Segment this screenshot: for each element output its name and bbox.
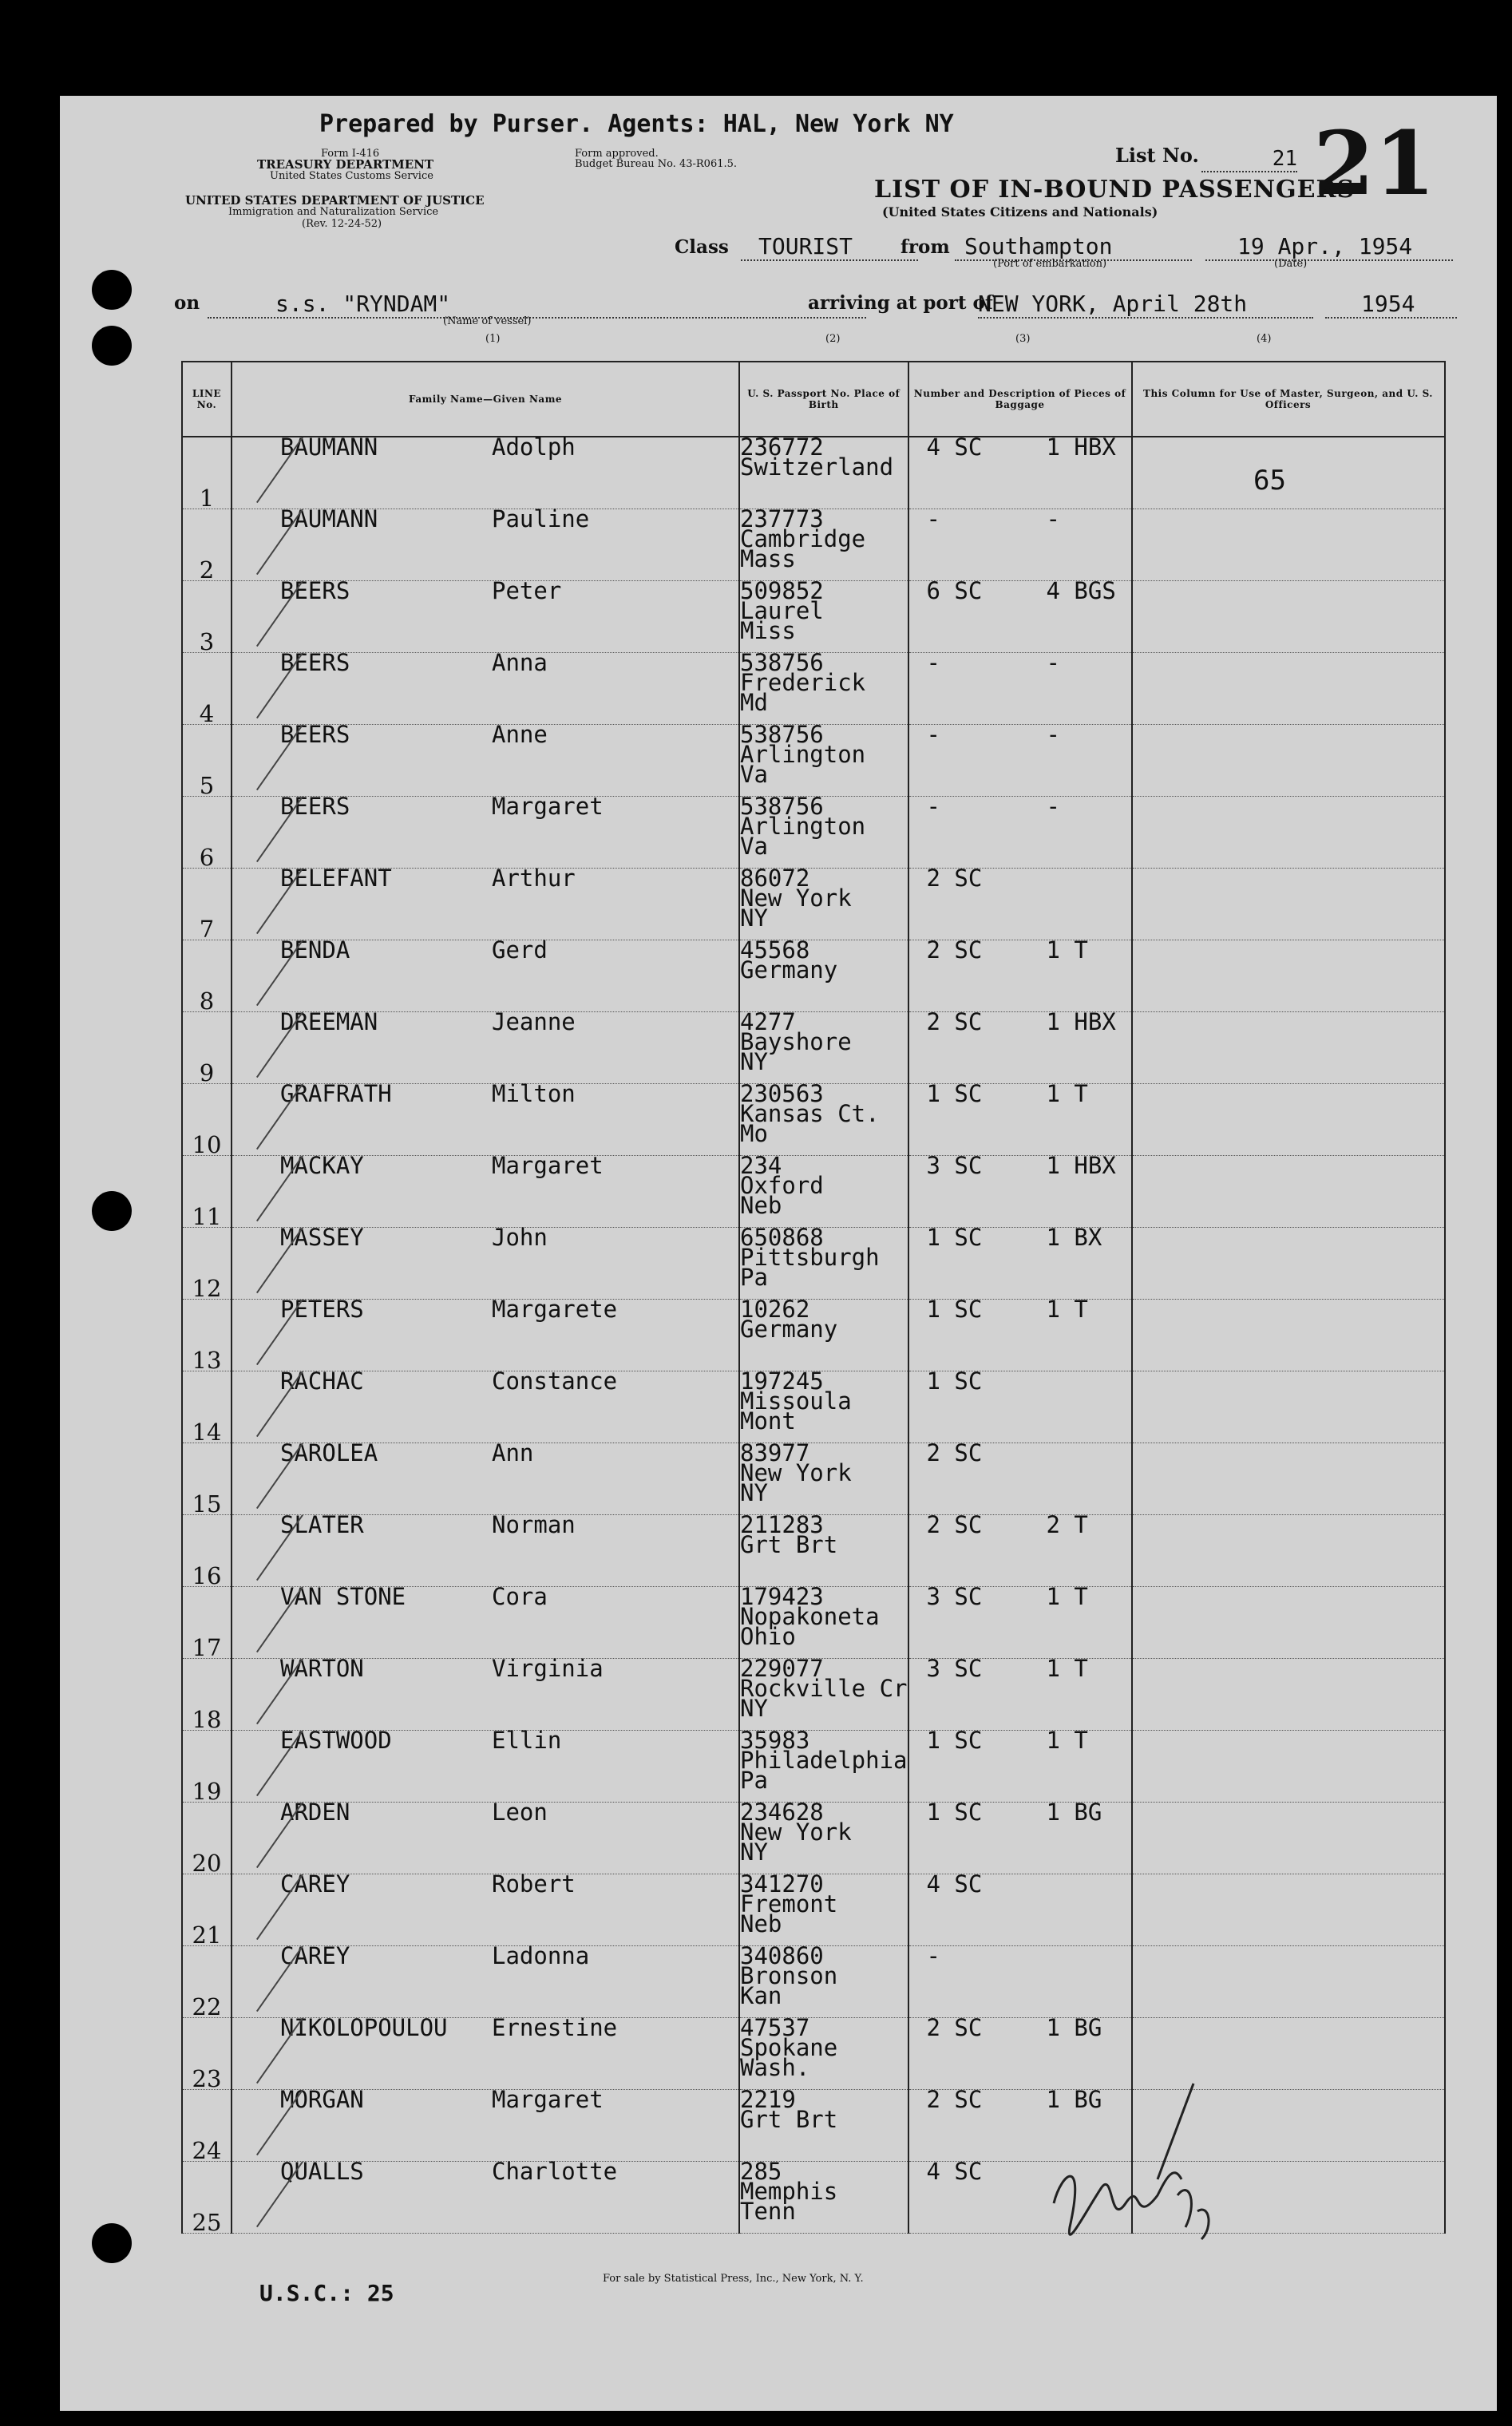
given-name: Ernestine — [492, 2014, 618, 2041]
officers-column — [1132, 1156, 1445, 1228]
passenger-name — [232, 1152, 739, 1228]
given-name: Cora — [492, 1583, 548, 1610]
list-no-label: List No. — [1115, 144, 1199, 167]
passenger-name — [232, 793, 739, 869]
baggage — [908, 1224, 1132, 1300]
officers-column — [1132, 1228, 1445, 1300]
given-name: Adolph — [492, 433, 576, 461]
baggage-other: 1 T — [1046, 1655, 1088, 1682]
baggage-other: 2 T — [1046, 1511, 1088, 1538]
line-number: 10 — [182, 1084, 232, 1156]
passenger-name — [232, 1439, 739, 1515]
baggage — [908, 865, 1132, 940]
usc-count: U.S.C.: 25 — [259, 2280, 394, 2306]
passport-birthplace: 10262 Germany — [739, 1300, 908, 1371]
line-number: 2 — [182, 509, 232, 581]
family-name: EASTWOOD — [280, 1727, 392, 1754]
table-row — [182, 1803, 1445, 1874]
table-row — [182, 940, 1445, 1012]
baggage — [908, 1583, 1132, 1659]
baggage — [908, 1655, 1132, 1731]
officers-column — [1132, 1371, 1445, 1443]
baggage-other: - — [1046, 649, 1060, 676]
column-number: (3) — [1015, 333, 1031, 345]
baggage-suitcases: 6 SC — [926, 577, 983, 604]
family-name: BELEFANT — [280, 865, 392, 892]
given-name: Charlotte — [492, 2158, 618, 2185]
family-name: MACKAY — [280, 1152, 364, 1179]
table-row — [182, 1012, 1445, 1084]
baggage-suitcases: 1 SC — [926, 1080, 983, 1107]
family-name: GRAFRATH — [280, 1080, 392, 1107]
passenger-name — [232, 721, 739, 797]
customs-service: United States Customs Service — [270, 170, 433, 182]
passport-birthplace: 86072 New York NY — [739, 869, 908, 940]
passenger-name — [232, 1727, 739, 1803]
line-number: 1 — [182, 437, 232, 509]
baggage — [908, 1152, 1132, 1228]
family-name: RACHAC — [280, 1367, 364, 1395]
baggage-other: 1 T — [1046, 936, 1088, 964]
binder-hole — [92, 326, 132, 366]
passport-birthplace: 35983 Philadelphia Pa — [739, 1731, 908, 1803]
baggage-suitcases: 2 SC — [926, 1439, 983, 1466]
binder-hole — [92, 2223, 132, 2263]
baggage — [908, 1727, 1132, 1803]
arrival-port: NEW YORK, April 28th — [978, 291, 1313, 319]
passport-birthplace: 341270 Fremont Neb — [739, 1874, 908, 1946]
passenger-name — [232, 505, 739, 581]
line-number: 16 — [182, 1515, 232, 1587]
handwritten-signature — [1038, 2068, 1245, 2267]
column-number: (1) — [485, 333, 501, 345]
passport-birthplace: 229077 Rockville Cr NY — [739, 1659, 908, 1731]
baggage-suitcases: 2 SC — [926, 936, 983, 964]
passenger-name — [232, 2014, 739, 2090]
given-name: Anne — [492, 721, 548, 748]
officers-column — [1132, 1300, 1445, 1371]
table-row — [182, 1371, 1445, 1443]
table-row — [182, 725, 1445, 797]
baggage-suitcases: 3 SC — [926, 1583, 983, 1610]
passport-birthplace: 538756 Arlington Va — [739, 797, 908, 869]
header-baggage: Number and Description of Pieces of Baggage — [908, 362, 1132, 437]
vessel-name: s.s. "RYNDAM" — [208, 291, 866, 319]
given-name: Margarete — [492, 1296, 618, 1323]
passenger-name — [232, 1583, 739, 1659]
officers-column — [1132, 797, 1445, 869]
passport-birthplace: 4277 Bayshore NY — [739, 1012, 908, 1084]
passport-birthplace: 538756 Arlington Va — [739, 725, 908, 797]
table-row — [182, 1659, 1445, 1731]
officers-column — [1132, 1587, 1445, 1659]
arriving-label: arriving at port of — [808, 292, 993, 314]
table-row — [182, 2018, 1445, 2090]
family-name: SAROLEA — [280, 1439, 378, 1466]
passenger-name — [232, 1655, 739, 1731]
line-number: 25 — [182, 2162, 232, 2234]
baggage — [908, 1799, 1132, 1874]
passport-birthplace: 234628 New York NY — [739, 1803, 908, 1874]
budget-bureau: Budget Bureau No. 43-R061.5. — [575, 158, 738, 170]
justice-dept: UNITED STATES DEPARTMENT OF JUSTICE — [185, 193, 485, 208]
line-number: 13 — [182, 1300, 232, 1371]
baggage-suitcases: - — [926, 721, 940, 748]
line-number: 4 — [182, 653, 232, 725]
given-name: Leon — [492, 1799, 548, 1826]
table-header-row — [182, 362, 1445, 437]
treasury-dept: TREASURY DEPARTMENT — [257, 157, 434, 172]
passport-birthplace: 2219 Grt Brt — [739, 2090, 908, 2162]
table-row — [182, 1084, 1445, 1156]
family-name: CAREY — [280, 1942, 350, 1969]
passport-birthplace: 340860 Bronson Kan — [739, 1946, 908, 2018]
line-number: 19 — [182, 1731, 232, 1803]
baggage-other: 1 BX — [1046, 1224, 1102, 1251]
passport-birthplace: 45568 Germany — [739, 940, 908, 1012]
given-name: Margaret — [492, 1152, 604, 1179]
baggage-suitcases: - — [926, 1942, 940, 1969]
baggage — [908, 793, 1132, 869]
prepared-by-line: Prepared by Purser. Agents: HAL, New York NY — [319, 110, 954, 138]
officers-column — [1132, 1443, 1445, 1515]
line-number: 15 — [182, 1443, 232, 1515]
baggage-other: 1 BG — [1046, 2014, 1102, 2041]
baggage — [908, 1008, 1132, 1084]
printer-credit: For sale by Statistical Press, Inc., New York, N. Y. — [603, 2273, 864, 2285]
passport-birthplace: 285 Memphis Tenn — [739, 2162, 908, 2234]
baggage-other: - — [1046, 505, 1060, 532]
family-name: MORGAN — [280, 2086, 364, 2113]
arrival-year: 1954 — [1325, 291, 1457, 319]
family-name: BEERS — [280, 649, 350, 676]
header-passport: U. S. Passport No. Place of Birth — [739, 362, 908, 437]
passenger-name — [232, 1511, 739, 1587]
on-label: on — [174, 292, 200, 314]
line-number: 21 — [182, 1874, 232, 1946]
line-number: 20 — [182, 1803, 232, 1874]
line-number: 22 — [182, 1946, 232, 2018]
passport-birthplace: 83977 New York NY — [739, 1443, 908, 1515]
passport-birthplace: 509852 Laurel Miss — [739, 581, 908, 653]
passport-birthplace: 197245 Missoula Mont — [739, 1371, 908, 1443]
table-row — [182, 1300, 1445, 1371]
officers-column — [1132, 1515, 1445, 1587]
given-name: Constance — [492, 1367, 618, 1395]
passenger-table — [181, 361, 1446, 2234]
port-caption: (Port of embarkation) — [993, 258, 1107, 270]
passenger-name — [232, 1367, 739, 1443]
given-name: Jeanne — [492, 1008, 576, 1035]
table-row — [182, 1946, 1445, 2018]
officers-column — [1132, 1731, 1445, 1803]
line-number: 18 — [182, 1659, 232, 1731]
baggage — [908, 1080, 1132, 1156]
header-officers: This Column for Use of Master, Surgeon, and U. S. Officers — [1132, 362, 1445, 437]
table-row — [182, 1443, 1445, 1515]
baggage — [908, 1296, 1132, 1371]
officers-column — [1132, 581, 1445, 653]
family-name: QUALLS — [280, 2158, 364, 2185]
line-number: 8 — [182, 940, 232, 1012]
passport-birthplace: 211283 Grt Brt — [739, 1515, 908, 1587]
family-name: PETERS — [280, 1296, 364, 1323]
baggage-suitcases: 1 SC — [926, 1727, 983, 1754]
family-name: SLATER — [280, 1511, 364, 1538]
officers-column — [1132, 1012, 1445, 1084]
passport-birthplace: 230563 Kansas Ct. Mo — [739, 1084, 908, 1156]
table-row — [182, 2090, 1445, 2162]
baggage-other: 4 BGS — [1046, 577, 1116, 604]
given-name: Ellin — [492, 1727, 562, 1754]
passenger-name — [232, 2158, 739, 2234]
baggage — [908, 1367, 1132, 1443]
line-number: 5 — [182, 725, 232, 797]
officers-column — [1132, 509, 1445, 581]
table-row — [182, 581, 1445, 653]
table-row — [182, 2162, 1445, 2234]
baggage — [908, 721, 1132, 797]
passenger-name — [232, 1296, 739, 1371]
family-name: WARTON — [280, 1655, 364, 1682]
table-row — [182, 653, 1445, 725]
table-row — [182, 869, 1445, 940]
officers-column — [1132, 1803, 1445, 1874]
given-name: Ann — [492, 1439, 534, 1466]
baggage-other: 1 BG — [1046, 2086, 1102, 2113]
passenger-name — [232, 1870, 739, 1946]
list-subtitle: (United States Citizens and Nationals) — [882, 204, 1158, 220]
header-line-no: LINE No. — [182, 362, 232, 437]
baggage-suitcases: 2 SC — [926, 2014, 983, 2041]
baggage-suitcases: 2 SC — [926, 1511, 983, 1538]
baggage-other: 1 HBX — [1046, 1008, 1116, 1035]
given-name: Norman — [492, 1511, 576, 1538]
passenger-name — [232, 1080, 739, 1156]
ins-service: Immigration and Naturalization Service — [228, 206, 439, 218]
baggage-suitcases: - — [926, 649, 940, 676]
baggage-suitcases: 3 SC — [926, 1152, 983, 1179]
baggage-suitcases: 4 SC — [926, 2158, 983, 2185]
line-number: 12 — [182, 1228, 232, 1300]
list-title: LIST OF IN-BOUND PASSENGERS — [874, 176, 1356, 204]
given-name: Margaret — [492, 2086, 604, 2113]
family-name: BEERS — [280, 793, 350, 820]
baggage-other: 1 T — [1046, 1727, 1088, 1754]
table-row — [182, 509, 1445, 581]
passenger-name — [232, 433, 739, 509]
baggage-other: 1 HBX — [1046, 1152, 1116, 1179]
baggage-suitcases: 4 SC — [926, 433, 983, 461]
baggage-other: 1 T — [1046, 1080, 1088, 1107]
baggage-suitcases: 2 SC — [926, 1008, 983, 1035]
family-name: MASSEY — [280, 1224, 364, 1251]
binder-hole — [92, 1191, 132, 1231]
given-name: Ladonna — [492, 1942, 590, 1969]
baggage — [908, 649, 1132, 725]
passenger-name — [232, 1942, 739, 2018]
family-name: CAREY — [280, 1870, 350, 1898]
baggage — [908, 1511, 1132, 1587]
form-revision: (Rev. 12-24-52) — [302, 218, 382, 230]
passenger-name — [232, 577, 739, 653]
baggage-other: - — [1046, 721, 1060, 748]
given-name: Milton — [492, 1080, 576, 1107]
baggage-other: - — [1046, 793, 1060, 820]
family-name: BAUMANN — [280, 433, 378, 461]
vessel-caption: (Name of vessel) — [443, 315, 532, 327]
family-name: BENDA — [280, 936, 350, 964]
form-approved: Form approved. — [575, 148, 659, 160]
baggage-suitcases: - — [926, 505, 940, 532]
table-row — [182, 1587, 1445, 1659]
baggage — [908, 936, 1132, 1012]
passport-birthplace: 237773 Cambridge Mass — [739, 509, 908, 581]
line-number: 11 — [182, 1156, 232, 1228]
family-name: ARDEN — [280, 1799, 350, 1826]
officers-column — [1132, 1084, 1445, 1156]
baggage — [908, 1942, 1132, 2018]
family-name: NIKOLOPOULOU — [280, 2014, 448, 2041]
line-number: 6 — [182, 797, 232, 869]
binder-hole — [92, 270, 132, 310]
column-number: (4) — [1257, 333, 1272, 345]
baggage-suitcases: 1 SC — [926, 1799, 983, 1826]
baggage — [908, 433, 1132, 509]
passport-birthplace: 234 Oxford Neb — [739, 1156, 908, 1228]
officers-column — [1132, 437, 1445, 509]
table-row — [182, 1156, 1445, 1228]
passenger-name — [232, 1224, 739, 1300]
table-row — [182, 1515, 1445, 1587]
passport-birthplace: 650868 Pittsburgh Pa — [739, 1228, 908, 1300]
class-label: Class — [675, 236, 729, 258]
baggage — [908, 577, 1132, 653]
date-value: 19 Apr., 1954 — [1205, 233, 1453, 261]
table-row — [182, 1731, 1445, 1803]
given-name: Anna — [492, 649, 548, 676]
officers-column — [1132, 725, 1445, 797]
baggage-other: 1 HBX — [1046, 433, 1116, 461]
officers-column — [1132, 1659, 1445, 1731]
table-row — [182, 797, 1445, 869]
officers-column — [1132, 653, 1445, 725]
list-no-value: 21 — [1201, 147, 1297, 172]
baggage-suitcases: 1 SC — [926, 1224, 983, 1251]
passenger-name — [232, 936, 739, 1012]
given-name: Arthur — [492, 865, 576, 892]
family-name: VAN STONE — [280, 1583, 406, 1610]
officers-column — [1132, 1874, 1445, 1946]
from-label: from — [900, 236, 950, 258]
family-name: BEERS — [280, 721, 350, 748]
given-name: Virginia — [492, 1655, 604, 1682]
header-name: Family Name—Given Name — [232, 362, 739, 437]
column-number: (2) — [825, 333, 841, 345]
line-number: 24 — [182, 2090, 232, 2162]
given-name: Robert — [492, 1870, 576, 1898]
line-number: 14 — [182, 1371, 232, 1443]
form-number: Form I-416 — [321, 148, 380, 160]
officer-note: 65 — [1253, 465, 1286, 497]
given-name: Pauline — [492, 505, 590, 532]
officers-column — [1132, 1946, 1445, 2018]
passenger-name — [232, 865, 739, 940]
baggage — [908, 1870, 1132, 1946]
baggage-suitcases: 1 SC — [926, 1296, 983, 1323]
family-name: DREEMAN — [280, 1008, 378, 1035]
passenger-name — [232, 1008, 739, 1084]
given-name: John — [492, 1224, 548, 1251]
officers-column — [1132, 940, 1445, 1012]
given-name: Margaret — [492, 793, 604, 820]
baggage — [908, 505, 1132, 581]
line-number: 17 — [182, 1587, 232, 1659]
date-caption: (Date) — [1274, 258, 1308, 270]
given-name: Peter — [492, 577, 562, 604]
baggage — [908, 1439, 1132, 1515]
baggage-suitcases: 3 SC — [926, 1655, 983, 1682]
baggage-suitcases: 1 SC — [926, 1367, 983, 1395]
baggage-suitcases: 2 SC — [926, 865, 983, 892]
line-number: 7 — [182, 869, 232, 940]
officers-column — [1132, 869, 1445, 940]
passenger-name — [232, 1799, 739, 1874]
baggage-other: 1 BG — [1046, 1799, 1102, 1826]
baggage-suitcases: 2 SC — [926, 2086, 983, 2113]
baggage-other: 1 T — [1046, 1296, 1088, 1323]
passport-birthplace: 179423 Nopakoneta Ohio — [739, 1587, 908, 1659]
line-number: 3 — [182, 581, 232, 653]
class-value: TOURIST — [741, 233, 918, 261]
family-name: BEERS — [280, 577, 350, 604]
baggage-suitcases: - — [926, 793, 940, 820]
passport-birthplace: 538756 Frederick Md — [739, 653, 908, 725]
table-row — [182, 1228, 1445, 1300]
passport-birthplace: 47537 Spokane Wash. — [739, 2018, 908, 2090]
passenger-name — [232, 649, 739, 725]
given-name: Gerd — [492, 936, 548, 964]
line-number: 9 — [182, 1012, 232, 1084]
passenger-name — [232, 2086, 739, 2162]
list-no-large: 21 — [1313, 112, 1436, 215]
baggage-suitcases: 4 SC — [926, 1870, 983, 1898]
family-name: BAUMANN — [280, 505, 378, 532]
table-row — [182, 1874, 1445, 1946]
line-number: 23 — [182, 2018, 232, 2090]
from-value: Southampton — [955, 233, 1192, 261]
passport-birthplace: 236772 Switzerland — [739, 437, 908, 509]
baggage-other: 1 T — [1046, 1583, 1088, 1610]
